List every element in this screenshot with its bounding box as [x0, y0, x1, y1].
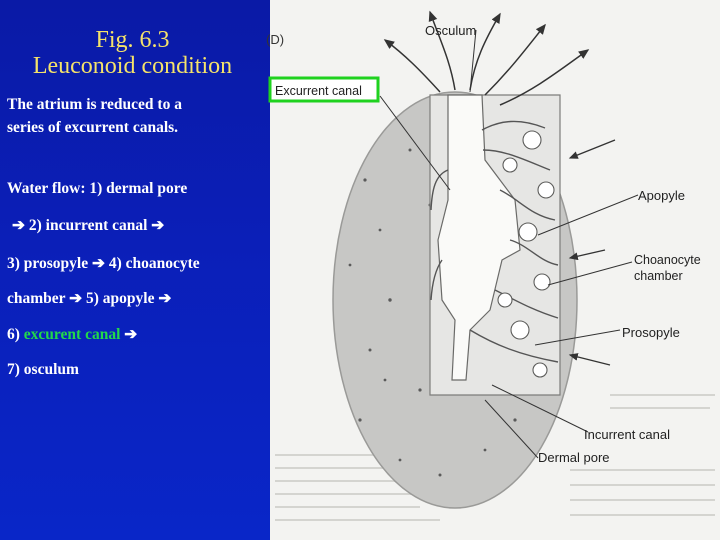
figure-panel: [266, 0, 720, 540]
arrow-right-icon: ➔: [12, 217, 25, 234]
label-excurrent-canal: Excurrent canal: [275, 84, 362, 98]
figure-number: Fig. 6.3: [95, 27, 170, 53]
flow-step-7: 7) osculum: [7, 361, 79, 378]
description-line-2: series of excurrent canals.: [7, 119, 179, 136]
panel-letter: (D): [266, 32, 285, 47]
flow-step-3-4: 3) prosopyle ➔ 4) choanocyte: [7, 255, 200, 272]
flow-step-6: 6) excurent canal ➔: [7, 326, 138, 343]
label-choanocyte-chamber-2: chamber: [634, 269, 683, 283]
leuconoid-sponge-diagram: [266, 0, 720, 540]
arrow-right-icon: ➔: [91, 255, 105, 272]
label-apopyle: Apopyle: [638, 188, 685, 203]
flow-step-4-5: chamber ➔ 5) apopyle ➔: [7, 290, 172, 307]
label-osculum: Osculum: [425, 23, 477, 38]
figure-title: Leuconoid condition: [32, 53, 233, 79]
flow-step-1: Water flow: 1) dermal pore: [7, 180, 188, 197]
label-dermal-pore: Dermal pore: [538, 450, 610, 465]
flow-step-2: ➔ 2) incurrent canal ➔: [12, 217, 165, 234]
arrow-right-icon: ➔: [69, 290, 83, 307]
osculum-outflow-arrows: [385, 12, 588, 105]
text-panel: [0, 0, 270, 540]
arrow-right-icon: ➔: [158, 290, 172, 307]
label-incurrent-canal: Incurrent canal: [584, 427, 670, 442]
arrow-right-icon: ➔: [151, 217, 165, 234]
incurrent-arrows: [570, 140, 615, 365]
arrow-right-icon: ➔: [124, 326, 138, 343]
label-choanocyte-chamber-1: Choanocyte: [634, 253, 701, 267]
label-prosopyle: Prosopyle: [622, 325, 680, 340]
description-line-1: The atrium is reduced to a: [7, 96, 182, 113]
